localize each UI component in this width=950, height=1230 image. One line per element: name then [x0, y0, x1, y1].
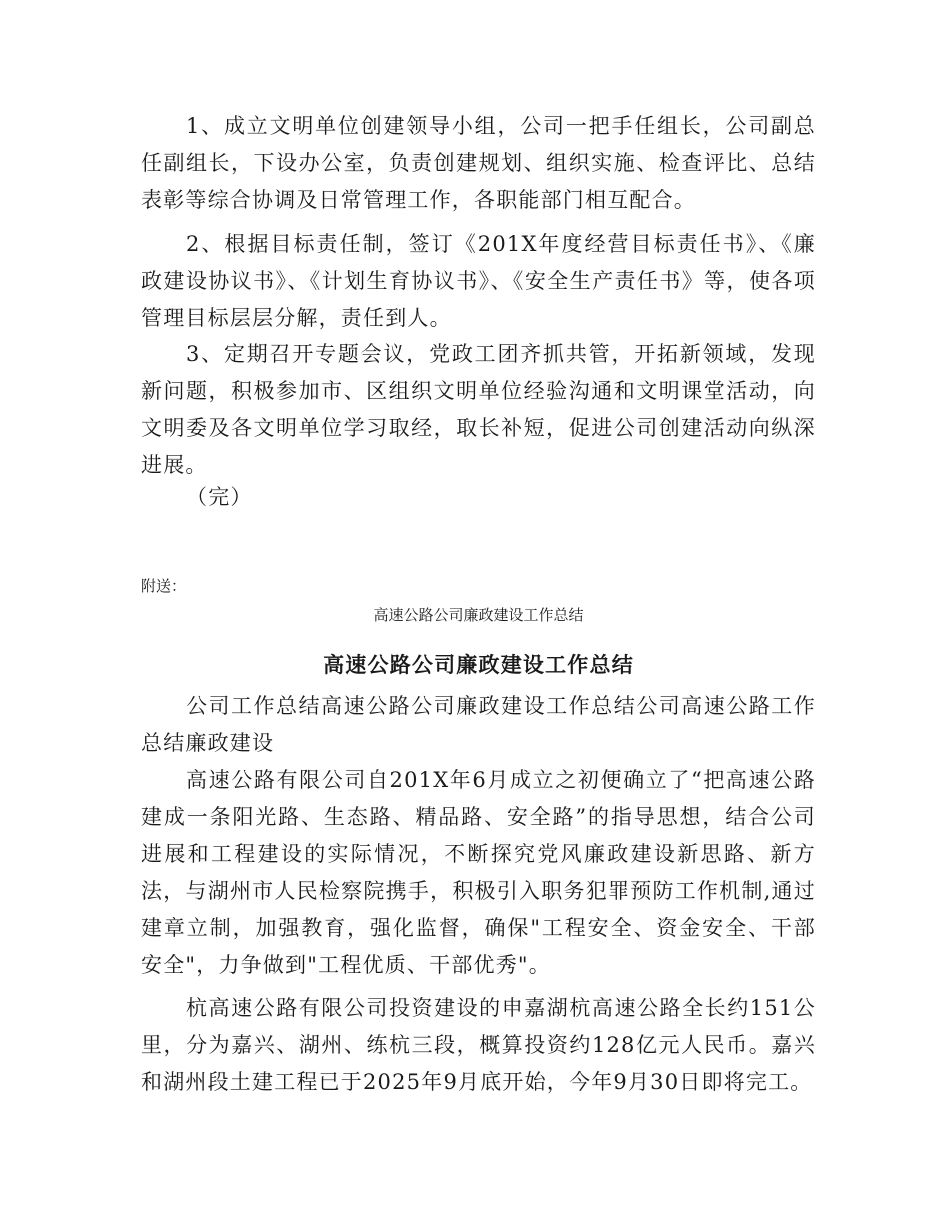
paragraph-item-1: 1、成立文明单位创建领导小组，公司一把手任组长，公司副总任副组长，下设办公室，负责创建规划、组织实施、检查评比、总结表彰等综合协调及日常管理工作，各职能部门相互配合。 [141, 114, 816, 212]
attachment-subtitle: 高速公路公司廉政建设工作总结 [373, 606, 584, 624]
attachment-label: 附送： [141, 577, 187, 595]
intro-paragraph: 高速公路有限公司自201X年6月成立之初便确立了“把高速公路建成一条阳光路、生态路、精品路、安全路”的指导思想，结合公司进展和工程建设的实际情况，不断探究党风廉政建设新思路、新方法，与湖州市人民检察院携手，积极引入职务犯罪预防工作机制,通过建章立制，加强教育，强化监督，确保"工程安全、资金安全、干部安全"，力争做到"工程优质、干部优秀"。 [141, 768, 816, 977]
end-marker: （完） [186, 485, 253, 509]
document-title: 高速公路公司廉政建设工作总结 [323, 652, 634, 677]
keywords-paragraph: 公司工作总结高速公路公司廉政建设工作总结公司高速公路工作总结廉政建设 [141, 694, 816, 755]
paragraph-item-3: 3、定期召开专题会议，党政工团齐抓共管，开拓新领域，发现新问题，积极参加市、区组织文明单位经验沟通和文明课堂活动，向文明委及各文明单位学习取经，取长补短，促进公司创建活动向纵深进展。 [141, 342, 816, 477]
paragraph-item-2: 2、根据目标责任制，签订《201X年度经营目标责任书》、《廉政建设协议书》、《计划生育协议书》、《安全生产责任书》等，使各项管理目标层层分解，责任到人。 [141, 232, 816, 330]
project-paragraph: 杭高速公路有限公司投资建设的申嘉湖杭高速公路全长约151公里，分为嘉兴、湖州、练杭三段，概算投资约128亿元人民币。嘉兴和湖州段土建工程已于2025年9月底开始，今年9月30日即将完工。 [141, 996, 816, 1094]
